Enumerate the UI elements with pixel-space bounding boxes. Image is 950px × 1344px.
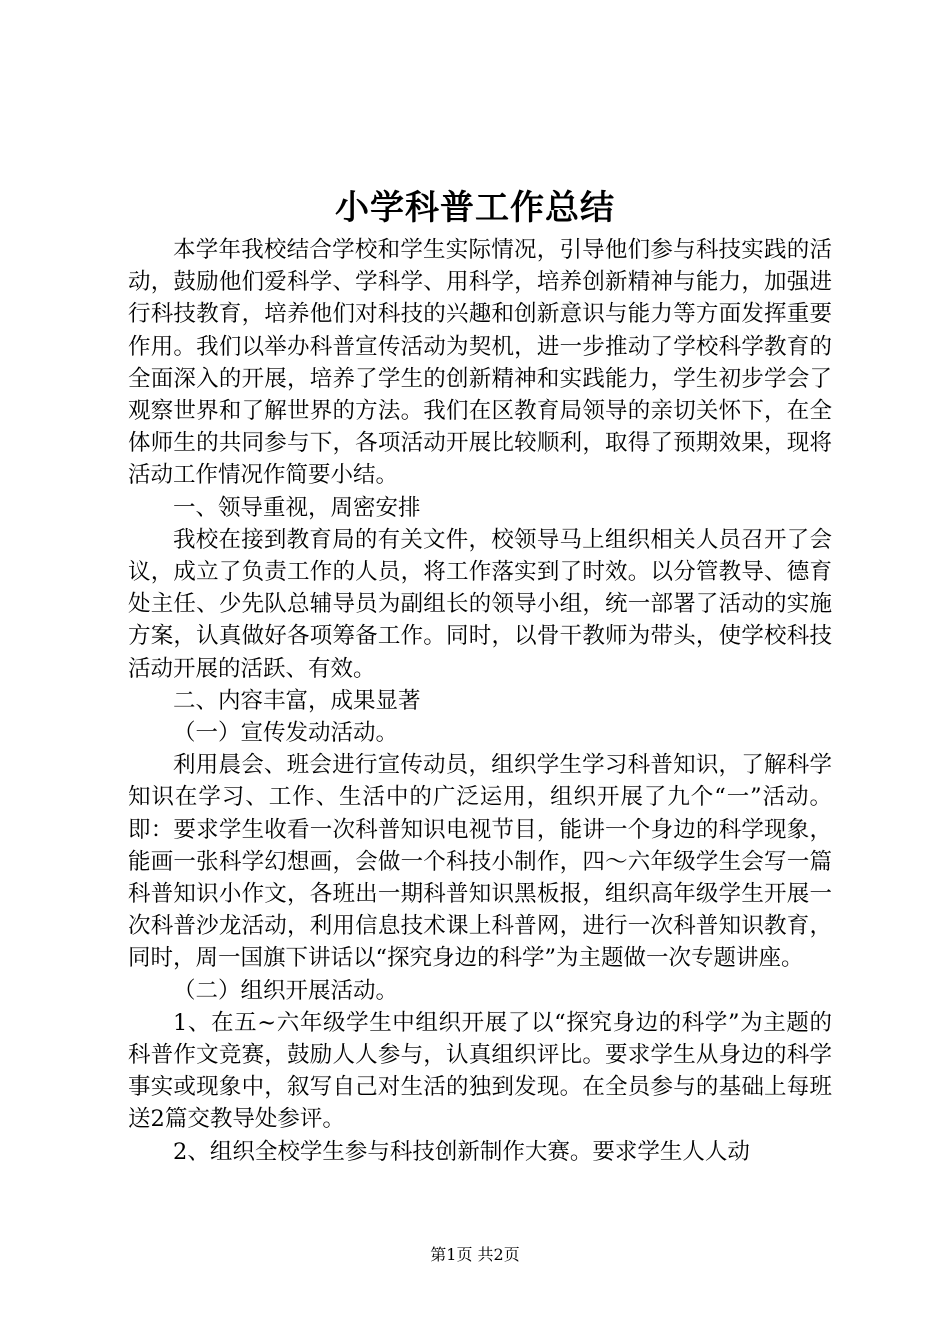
document-body <box>128 234 832 1168</box>
paragraph-activity-2: 2、组织全校学生参与科技创新制作大赛。要求学生人人动 <box>173 1138 750 1165</box>
document-title: 小学科普工作总结 <box>335 188 615 228</box>
paragraph-publicity: 利用晨会、班会进行宣传动员，组织学生学习科普知识，了解科学知识在学习、工作、生活中的广泛运用，组织开展了九个“一”活动。即：要求学生收看一次科普知识电视节目，能讲一个身边的科学现象，能画一张科学幻想画，会做一个科技小制作，四～六年级学生会写一篇科普知识小作文，各班出一期科普知识黑板报，组织高年级学生开展一次科普沙龙活动，利用信息技术课上科普网，进行一次科普知识教育，同时，周一国旗下讲话以“探究身边的科学”为主题做一次专题讲座。 <box>128 752 832 972</box>
paragraph-leadership: 我校在接到教育局的有关文件，校领导马上组织相关人员召开了会议，成立了负责工作的人员，将工作落实到了时效。以分管教导、德育处主任、少先队总辅导员为副组长的领导小组，统一部署了活动的实施方案，认真做好各项筹备工作。同时，以骨干教师为带头，使学校科技活动开展的活跃、有效。 <box>128 526 832 682</box>
subheading-publicity: （一）宣传发动活动。 <box>173 720 399 747</box>
paragraph-intro: 本学年我校结合学校和学生实际情况，引导他们参与科技实践的活动，鼓励他们爱科学、学科学、用科学，培养创新精神与能力，加强进行科技教育，培养他们对科技的兴趣和创新意识与能力等方面发挥重要作用。我们以举办科普宣传活动为契机，进一步推动了学校科学教育的全面深入的开展，培养了学生的创新精神和实践能力，学生初步学会了观察世界和了解世界的方法。我们在区教育局领导的亲切关怀下，在全体师生的共同参与下，各项活动开展比较顺利，取得了预期效果，现将活动工作情况作简要小结。 <box>128 237 832 489</box>
paragraph-activity-1: 1、在五~六年级学生中组织开展了以“探究身边的科学”为主题的科普作文竞赛，鼓励人人参与，认真组织评比。要求学生从身边的科学事实或现象中，叙写自己对生活的独到发现。在全员参与的基础上每班送2篇交教导处参评。 <box>128 1009 832 1133</box>
subheading-activities: （二）组织开展活动。 <box>173 977 399 1004</box>
section-heading-content: 二、内容丰富，成果显著 <box>173 687 421 714</box>
page-footer: 第1页 共2页 <box>430 1245 520 1264</box>
section-heading-leadership: 一、领导重视，周密安排 <box>173 494 421 521</box>
